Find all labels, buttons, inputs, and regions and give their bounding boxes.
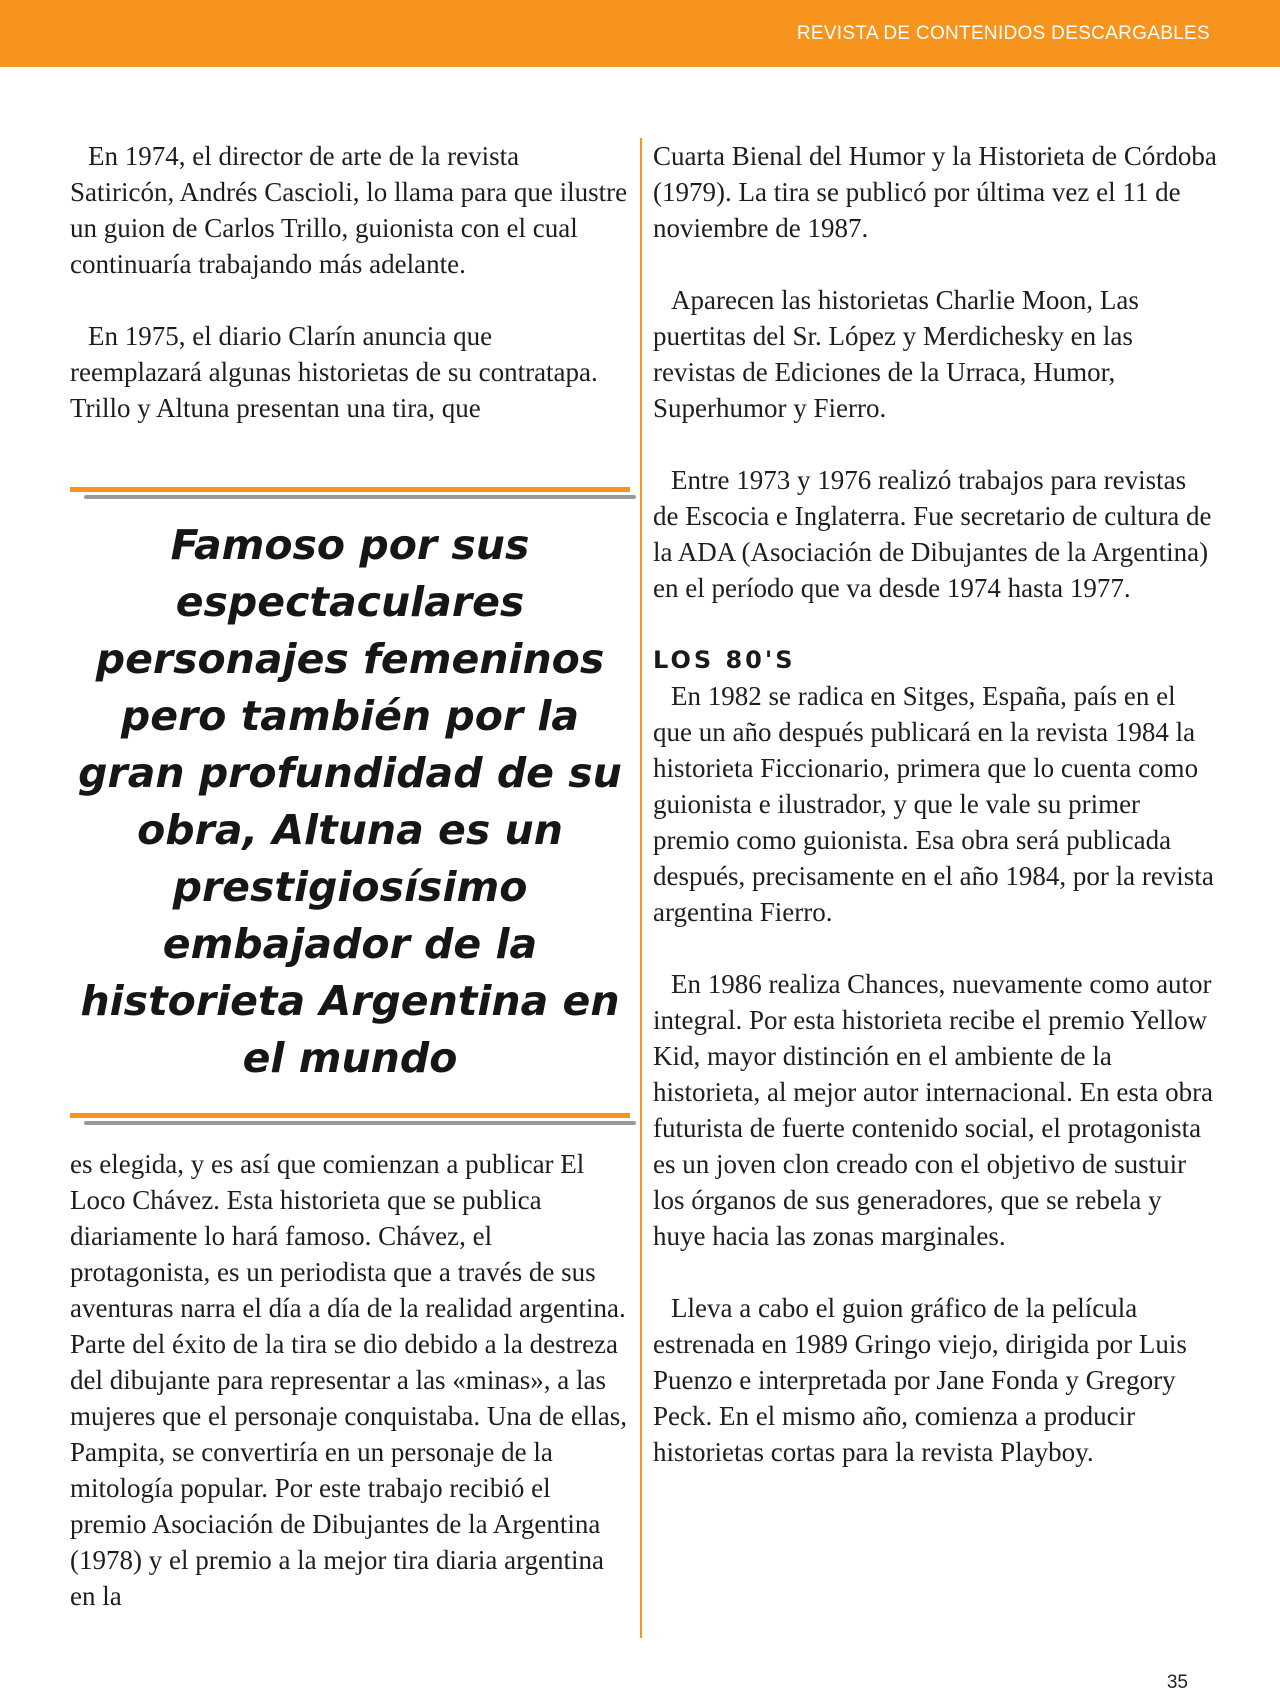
left-column-continued bbox=[70, 1146, 630, 1614]
body-paragraph: En 1975, el diario Clarín anuncia que reemplazará algunas historietas de su contratapa. Trillo y Altuna presentan una tira, que bbox=[70, 321, 598, 423]
body-paragraph: es elegida, y es así que comienzan a publicar El Loco Chávez. Esta historieta que se publica diariamente lo hará famoso. Chávez, el protagonista, es un periodista que a través de sus aventuras narra el día a día de la realidad argentina. Parte del éxito de la tira se dio debido a la destreza del dibujante para representar a las «minas», a las mujeres que el personaje conquistaba. Una de ellas, Pampita, se convertiría en un personaje de la mitología popular. Por este trabajo recibió el premio Asociación de Dibujantes de la Argentina (1978) y el premio a la mejor tira diaria argentina en la bbox=[70, 1149, 628, 1611]
page-number: 35 bbox=[1166, 1672, 1188, 1693]
magazine-name: REVISTA DE CONTENIDOS DESCARGABLES bbox=[796, 23, 1210, 44]
body-paragraph: En 1974, el director de arte de la revista Satiricón, Andrés Cascioli, lo llama para que ilustre un guion de Carlos Trillo, guionista con el cual continuaría trabajando más adelante. bbox=[70, 141, 628, 279]
pullquote-rule-bottom bbox=[70, 1113, 630, 1118]
pullquote: Famoso por sus espectaculares personajes femeninos pero también por la gran profundidad de su obra, Altuna es un prestigiosísimo embajador de la historieta Argentina en el mundo bbox=[78, 521, 622, 1082]
body-paragraph: En 1982 se radica en Sitges, España, país en el que un año después publicará en la revista 1984 la historieta Ficcionario, primera que lo cuenta como guionista e ilustrador, y que le vale su primer premio como guionista. Esa obra será publicada después, precisamente en el año 1984, por la revista argentina Fierro. bbox=[653, 681, 1214, 927]
body-paragraph: Entre 1973 y 1976 realizó trabajos para revistas de Escocia e Inglaterra. Fue secretario de cultura de la ADA (Asociación de Dibujantes de la Argentina) en el período que va desde 1974 hasta 1977. bbox=[653, 465, 1212, 603]
column-divider bbox=[640, 138, 642, 1638]
section-heading: LOS 80'S bbox=[653, 646, 796, 674]
right-column bbox=[653, 138, 1218, 1470]
body-paragraph: Cuarta Bienal del Humor y la Historieta de Córdoba (1979). La tira se publicó por última vez el 11 de noviembre de 1987. bbox=[653, 141, 1217, 243]
left-column bbox=[70, 138, 630, 426]
body-paragraph: Aparecen las historietas Charlie Moon, Las puertitas del Sr. López y Merdichesky en las revistas de Ediciones de la Urraca, Humor, Superhumor y Fierro. bbox=[653, 285, 1139, 423]
pullquote-rule-top bbox=[70, 487, 630, 492]
body-paragraph: Lleva a cabo el guion gráfico de la película estrenada en 1989 Gringo viejo, dirigida por Luis Puenzo e interpretada por Jane Fonda y Gregory Peck. En el mismo año, comienza a producir historietas cortas para la revista Playboy. bbox=[653, 1293, 1187, 1467]
body-paragraph: En 1986 realiza Chances, nuevamente como autor integral. Por esta historieta recibe el premio Yellow Kid, mayor distinción en el ambiente de la historieta, al mejor autor internacional. En esta obra futurista de fuerte contenido social, el protagonista es un joven clon creado con el objetivo de sustuir los órganos de sus generadores, que se rebela y huye hacia las zonas marginales. bbox=[653, 969, 1214, 1251]
header-bar bbox=[0, 0, 1280, 67]
